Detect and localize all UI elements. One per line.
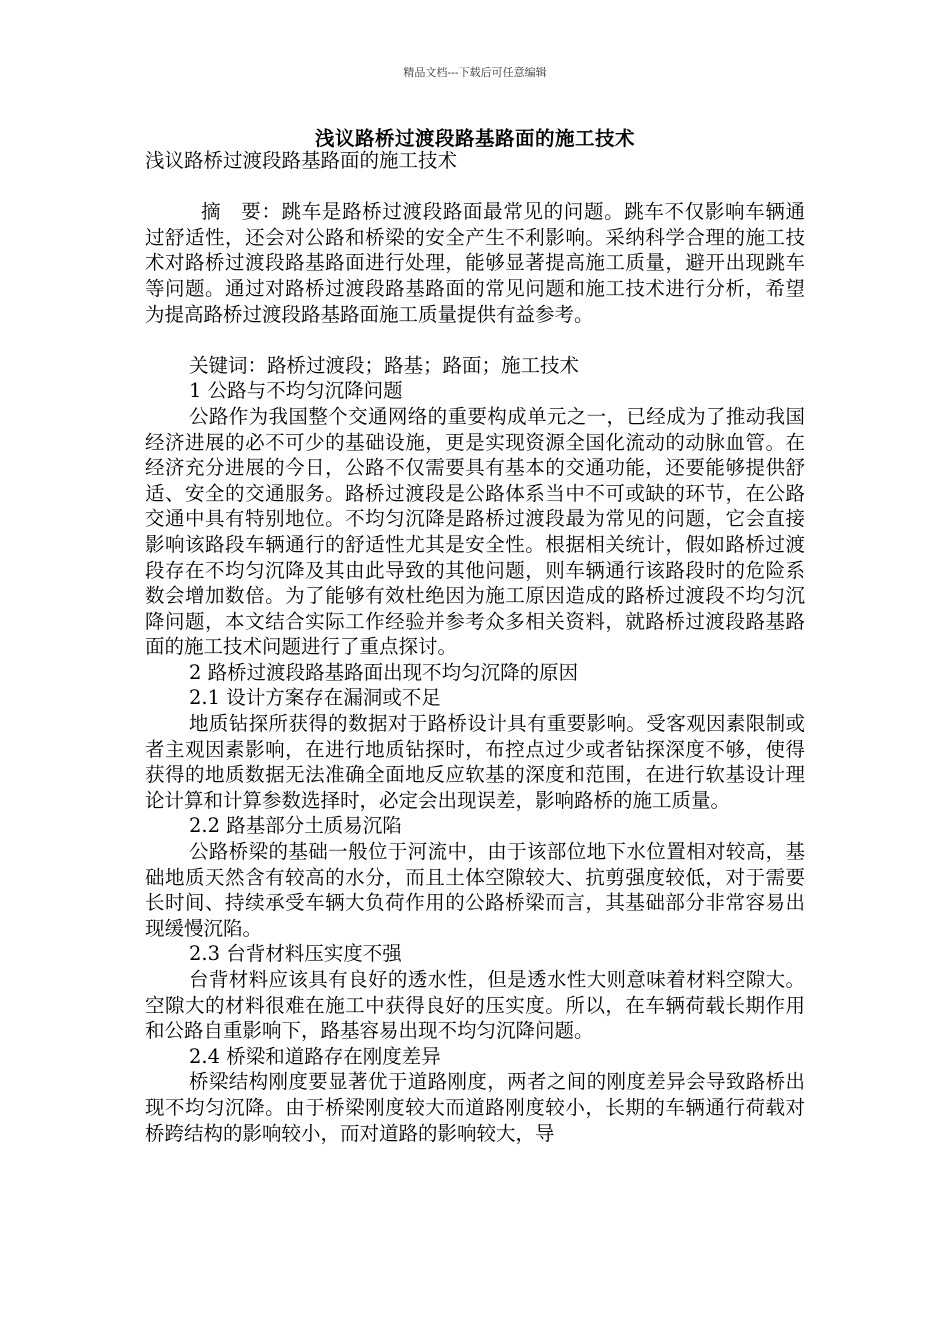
document-title: 浅议路桥过渡段路基路面的施工技术 bbox=[314, 127, 635, 150]
section-2-4-heading: 2.4 桥梁和道路存在刚度差异 bbox=[189, 1044, 441, 1068]
section-2-2-heading: 2.2 路基部分土质易沉陷 bbox=[189, 814, 402, 838]
section-2-1-paragraph: 地质钻探所获得的数据对于路桥设计具有重要影响。受客观因素限制或者主观因素影响，在进行地质钻探时，布控点过少或者钻探深度不够，使得获得的地质数据无法准确全面地反应软基的深度和范围，在进行软基设计理论计算和计算参数选择时，必定会出现误差，影响路桥的施工质量。 bbox=[145, 712, 805, 812]
section-2-3-heading: 2.3 台背材料压实度不强 bbox=[189, 942, 402, 966]
document-body bbox=[145, 148, 805, 1146]
spacer bbox=[145, 327, 805, 353]
keywords-line: 关键词：路桥过渡段；路基；路面；施工技术 bbox=[189, 353, 580, 377]
section-1-heading: 1 公路与不均匀沉降问题 bbox=[189, 379, 403, 403]
section-2-1-heading: 2.1 设计方案存在漏洞或不足 bbox=[189, 686, 441, 710]
spacer bbox=[145, 174, 805, 200]
section-1-paragraph: 公路作为我国整个交通网络的重要构成单元之一，已经成为了推动我国经济进展的必不可少的基础设施，更是实现资源全国化流动的动脉血管。在经济充分进展的今日，公路不仅需要具有基本的交通功能，还要能够提供舒适、安全的交通服务。路桥过渡段是公路体系当中不可或缺的环节，在公路交通中具有特别地位。不均匀沉降是路桥过渡段最为常见的问题，它会直接影响该路段车辆通行的舒适性尤其是安全性。根据相关统计，假如路桥过渡段存在不均匀沉降及其由此导致的其他问题，则车辆通行该路段时的危险系数会增加数倍。为了能够有效杜绝因为施工原因造成的路桥过渡段不均匀沉降问题，本文结合实际工作经验并参考众多相关资料，就路桥过渡段路基路面的施工技术问题进行了重点探讨。 bbox=[145, 404, 805, 659]
document-subtitle: 浅议路桥过渡段路基路面的施工技术 bbox=[145, 149, 458, 172]
section-2-heading: 2 路桥过渡段路基路面出现不均匀沉降的原因 bbox=[189, 660, 579, 684]
section-2-4-paragraph: 桥梁结构刚度要显著优于道路刚度，两者之间的刚度差异会导致路桥出现不均匀沉降。由于桥梁刚度较大而道路刚度较小，长期的车辆通行荷载对桥跨结构的影响较小，而对道路的影响较大，导 bbox=[145, 1070, 805, 1145]
page-header: 精品文档---下载后可任意编辑 bbox=[403, 66, 547, 79]
abstract-paragraph: 摘 要：跳车是路桥过渡段路面最常见的问题。跳车不仅影响车辆通过舒适性，还会对公路和桥梁的安全产生不利影响。采纳科学合理的施工技术对路桥过渡段路基路面进行处理，能够显著提高施工质量，避开出现跳车等问题。通过对路桥过渡段路基路面的常见问题和施工技术进行分析，希望为提高路桥过渡段路基路面施工质量提供有益参考。 bbox=[145, 200, 805, 326]
section-2-2-paragraph: 公路桥梁的基础一般位于河流中，由于该部位地下水位置相对较高，基础地质天然含有较高的水分，而且土体空隙较大、抗剪强度较低，对于需要长时间、持续承受车辆大负荷作用的公路桥梁而言，其基础部分非常容易出现缓慢沉陷。 bbox=[145, 840, 805, 940]
section-2-3-paragraph: 台背材料应该具有良好的透水性，但是透水性大则意味着材料空隙大。空隙大的材料很难在施工中获得良好的压实度。所以，在车辆荷载长期作用和公路自重影响下，路基容易出现不均匀沉降问题。 bbox=[145, 968, 805, 1043]
